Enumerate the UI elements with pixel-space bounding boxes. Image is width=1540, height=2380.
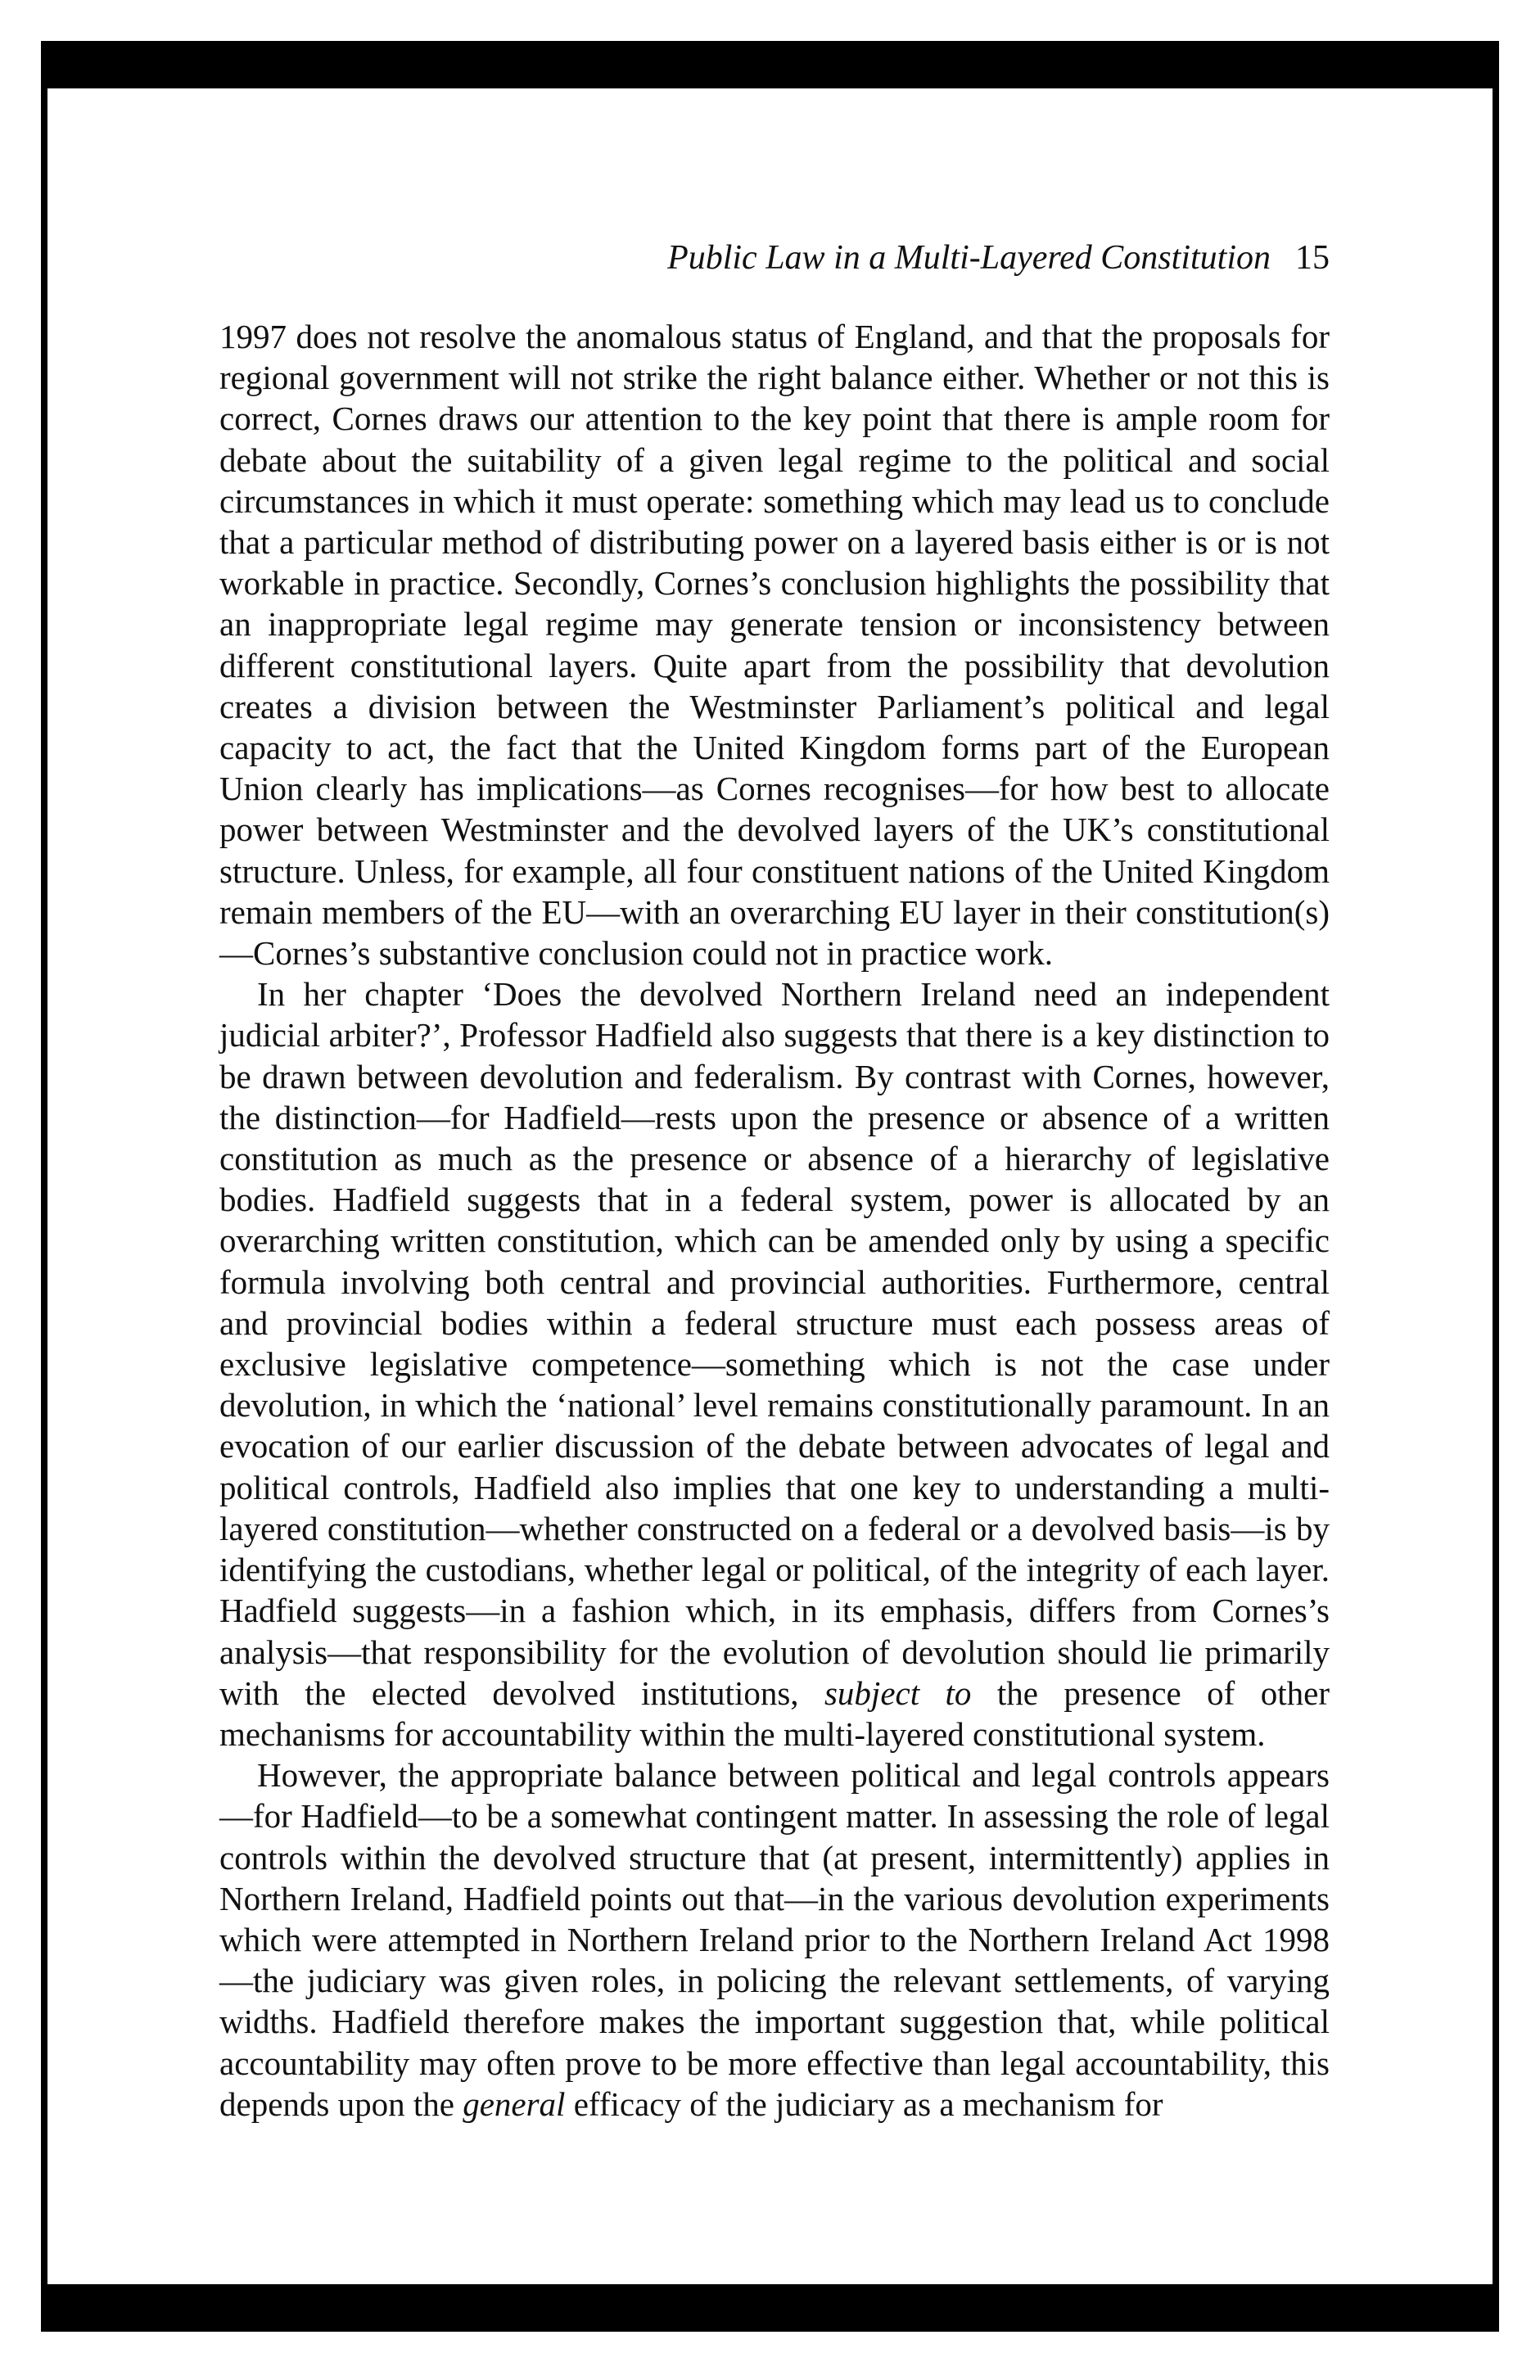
paragraph-text: In her chapter ‘Does the devolved Northern Ireland need an independent judicial arbiter?’, Professor Hadfield also suggests that there is a key distinction to be drawn between devolution and federalism. By contrast with Cornes, however, the distinction—for Hadfield—rests upon the presence or absence of a written constitution as much as the presence or absence of a hierarchy of legislative bodies. Hadfield suggests that in a federal system, power is allocated by an overarching written constitution, which can be amended only by using a specific formula involving both central and provincial authorities. Furthermore, central and provincial bodies within a federal structure must each possess areas of exclusive legislative competence—something which is not the case under devolution, in which the ‘national’ level remains constitutionally paramount. In an evocation of our earlier discussion of the debate between advocates of legal and political controls, Hadfield also implies that one key to understanding a multi-layered constitution—whether constructed on a federal or a devolved basis—is by identifying the custodians, whether legal or political, of the integrity of each layer. Hadfield suggests—in a fashion which, in its emphasis, differs from Cornes’s analysis—that responsibility for the evolution of devolution should lie primarily with the elected devolved institutions, [219, 975, 1330, 1712]
paragraph-text: the presence of other mechanisms for accountability within the multi-layered constitutional system. [219, 1673, 1330, 1753]
running-title: Public Law in a Multi-Layered Constitution [667, 239, 1271, 277]
page-number: 15 [1295, 239, 1330, 277]
emphasis-text: general [463, 2084, 566, 2123]
page-border-top [41, 41, 1499, 88]
paragraph-3 [219, 1755, 1330, 2125]
paragraph-text: 1997 does not resolve the anomalous status of England, and that the proposals for regional government will not strike the right balance either. Whether or not this is correct, Cornes draws our attention to the key point that there is ample room for debate about the suitability of a given legal regime to the political and social circumstances in which it must operate: something which may lead us to conclude that a particular method of distributing power on a layered basis either is or is not workable in practice. Secondly, Cornes’s conclusion highlights the possibility that an inappropriate legal regime may generate tension or inconsistency between different constitutional layers. Quite apart from the possibility that devolution creates a division between the Westminster Parliament’s political and legal capacity to act, the fact that the United Kingdom forms part of the European Union clearly has implications—as Cornes recognises—for how best to allocate power between Westminster and the devolved layers of the UK’s constitutional structure. Unless, for example, all four constituent nations of the United Kingdom remain members of the EU—with an overarching EU layer in their constitution(s)—Cornes’s substantive conclusion could not in practice work. [219, 318, 1330, 973]
page-border-left [41, 41, 47, 2332]
paragraph-text: However, the appropriate balance between political and legal controls appears—for Hadfield—to be a somewhat contingent matter. In assessing the role of legal controls within the devolved structure that (at present, intermittently) applies in Northern Ireland, Hadfield points out that—in the various devolution experiments which were attempted in Northern Ireland prior to the Northern Ireland Act 1998—the judiciary was given roles, in policing the relevant settlements, of varying widths. Hadfield therefore makes the important suggestion that, while political accountability may often prove to be more effective than legal accountability, this depends upon the [219, 1756, 1330, 2123]
paragraph-2 [219, 973, 1330, 1755]
paragraph-text: efficacy of the judiciary as a mechanism for [565, 2084, 1163, 2123]
page-border-right [1493, 41, 1499, 2332]
paragraph-1 [219, 316, 1330, 973]
book-page [219, 237, 1330, 2125]
running-head [219, 237, 1330, 278]
emphasis-text: subject to [824, 1673, 972, 1712]
body-text [219, 316, 1330, 2125]
page-border-bottom [41, 2284, 1499, 2332]
